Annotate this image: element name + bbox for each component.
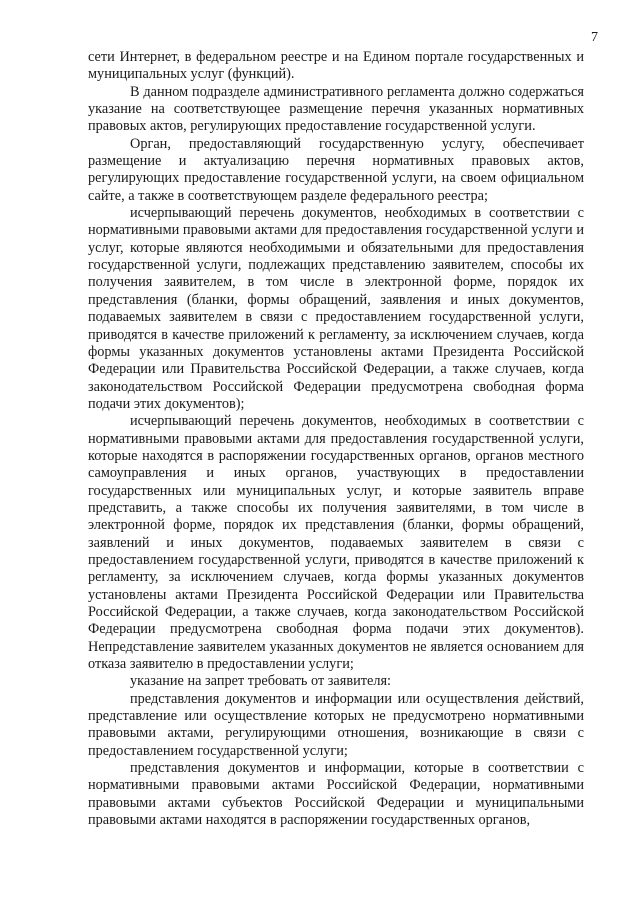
paragraph-3: Орган, предоставляющий государственную услугу, обеспечивает размещение и актуализацию перечня нормативных правовых актов, регулирующих предоставление государственной услуги, на своем официальном сайте, а также в соответствующем разделе федерального реестра; xyxy=(88,135,584,204)
paragraph-8: представления документов и информации, которые в соответствии с нормативными правовыми актами Российской Федерации, нормативными правовыми актами субъектов Российской Федерации и муниципальными правовыми актами находятся в распоряжении государственных органов, xyxy=(88,760,584,829)
page-number: 7 xyxy=(591,30,598,45)
paragraph-6: указание на запрет требовать от заявителя: xyxy=(130,673,392,690)
paragraph-4: исчерпывающий перечень документов, необходимых в соответствии с нормативными правовыми актами для предоставления государственной услуги и услуг, которые являются необходимыми и обязательными для предоставления государственной услуги, подлежащих представлению заявителем, способы их получения заявителем, в том числе в электронной форме, порядок их представления (бланки, формы обращений, заявления и иных документов, подаваемых заявителем в связи с предоставлением государственной услуги, приводятся в качестве приложений к регламенту, за исключением случаев, когда формы указанных документов установлены актами Президента Российской Федерации или Правительства Российской Федерации, а также случаев, когда законодательством Российской Федерации предусмотрена свободная форма подачи этих документов); xyxy=(88,205,584,412)
paragraph-2: В данном подразделе административного регламента должно содержаться указание на соответствующее размещение перечня указанных нормативных правовых актов, регулирующих предоставление государственной услуги. xyxy=(88,83,584,135)
paragraph-1: сети Интернет, в федеральном реестре и на Едином портале государственных и муниципальных услуг (функций). xyxy=(88,49,584,83)
document-body xyxy=(88,49,584,829)
paragraph-7: представления документов и информации или осуществления действий, представление или осуществление которых не предусмотрено нормативными правовыми актами, регулирующими отношения, возникающие в связи с предоставлением государственной услуги; xyxy=(88,690,584,759)
paragraph-5: исчерпывающий перечень документов, необходимых в соответствии с нормативными правовыми актами для предоставления государственной услуги, которые находятся в распоряжении государственных органов, органов местного самоуправления и иных органов, участвующих в предоставлении государственных или муниципальных услуг, и которые заявитель вправе представить, а также способы их получения заявителями, в том числе в электронной форме, порядок их представления (бланки, формы обращений, заявлений и иных документов, подаваемых заявителем в связи с предоставлением государственной услуги, приводятся в качестве приложений к регламенту, за исключением случаев, когда формы указанных документов установлены актами Президента Российской Федерации или Правительства Российской Федерации, а также случаев, когда законодательством Российской Федерации предусмотрена свободная форма подачи этих документов). Непредставление заявителем указанных документов не является основанием для отказа заявителю в предоставлении услуги; xyxy=(88,413,584,673)
